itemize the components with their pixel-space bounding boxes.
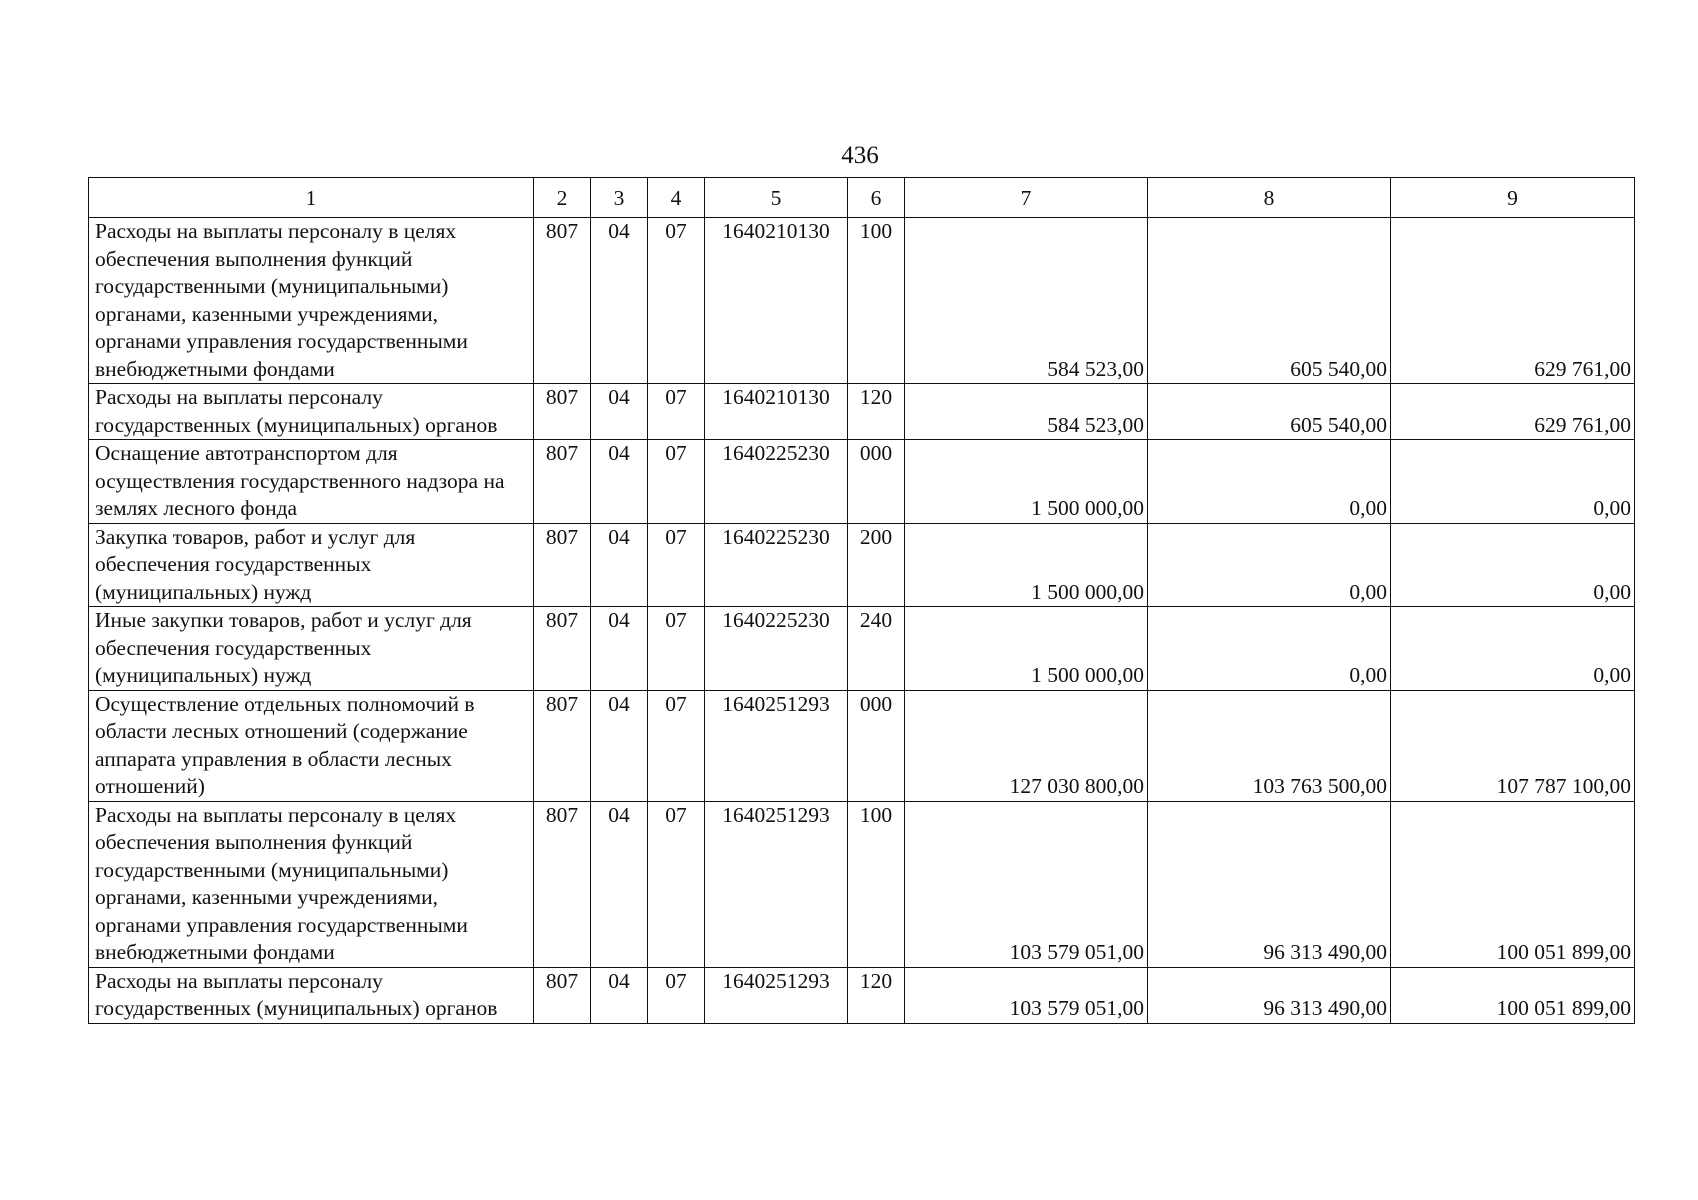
section-code-cell: 04: [591, 607, 648, 691]
column-number: 8: [1148, 178, 1391, 218]
expense-name-cell: Расходы на выплаты персоналу государственных (муниципальных) органов: [89, 967, 534, 1023]
expense-type-cell: 000: [848, 440, 905, 524]
expense-name-cell: Расходы на выплаты персоналу государственных (муниципальных) органов: [89, 384, 534, 440]
amount-col8-cell: 96 313 490,00: [1148, 801, 1391, 967]
ministry-code-cell: 807: [534, 440, 591, 524]
section-code-cell: 04: [591, 440, 648, 524]
subsection-code-cell: 07: [648, 384, 705, 440]
table-row: [89, 440, 1635, 524]
column-number-row: [89, 178, 1635, 218]
subsection-code-cell: 07: [648, 440, 705, 524]
expense-name-cell: Расходы на выплаты персоналу в целях обеспечения выполнения функций государственными (муниципальными) органами, казенными учреждениями, органами управления государственными внебюджетными фондами: [89, 218, 534, 384]
amount-col7-cell: 1 500 000,00: [905, 440, 1148, 524]
table-row: [89, 967, 1635, 1023]
amount-col7-cell: 1 500 000,00: [905, 523, 1148, 607]
target-article-cell: 1640210130: [705, 218, 848, 384]
subsection-code-cell: 07: [648, 523, 705, 607]
expense-name-cell: Оснащение автотранспортом для осуществления государственного надзора на землях лесного фонда: [89, 440, 534, 524]
column-number: 9: [1391, 178, 1635, 218]
amount-col7-cell: 103 579 051,00: [905, 967, 1148, 1023]
amount-col8-cell: 0,00: [1148, 523, 1391, 607]
amount-col9-cell: 0,00: [1391, 440, 1635, 524]
section-code-cell: 04: [591, 967, 648, 1023]
amount-col9-cell: 0,00: [1391, 607, 1635, 691]
target-article-cell: 1640251293: [705, 801, 848, 967]
expense-name-cell: Иные закупки товаров, работ и услуг для обеспечения государственных (муниципальных) нужд: [89, 607, 534, 691]
amount-col8-cell: 605 540,00: [1148, 218, 1391, 384]
column-number: 7: [905, 178, 1148, 218]
subsection-code-cell: 07: [648, 607, 705, 691]
page-number: 436: [841, 142, 879, 169]
table-row: [89, 218, 1635, 384]
section-code-cell: 04: [591, 523, 648, 607]
table-row: [89, 523, 1635, 607]
column-number: 4: [648, 178, 705, 218]
target-article-cell: 1640225230: [705, 523, 848, 607]
target-article-cell: 1640251293: [705, 690, 848, 801]
column-number: 5: [705, 178, 848, 218]
table-row: [89, 384, 1635, 440]
amount-col9-cell: 629 761,00: [1391, 384, 1635, 440]
ministry-code-cell: 807: [534, 967, 591, 1023]
amount-col8-cell: 0,00: [1148, 607, 1391, 691]
amount-col7-cell: 584 523,00: [905, 218, 1148, 384]
subsection-code-cell: 07: [648, 801, 705, 967]
subsection-code-cell: 07: [648, 218, 705, 384]
amount-col7-cell: 103 579 051,00: [905, 801, 1148, 967]
target-article-cell: 1640225230: [705, 440, 848, 524]
amount-col9-cell: 629 761,00: [1391, 218, 1635, 384]
expense-type-cell: 200: [848, 523, 905, 607]
subsection-code-cell: 07: [648, 690, 705, 801]
table-row: [89, 690, 1635, 801]
amount-col9-cell: 100 051 899,00: [1391, 801, 1635, 967]
amount-col9-cell: 100 051 899,00: [1391, 967, 1635, 1023]
amount-col7-cell: 1 500 000,00: [905, 607, 1148, 691]
amount-col8-cell: 0,00: [1148, 440, 1391, 524]
budget-table: [88, 177, 1635, 1024]
expense-type-cell: 000: [848, 690, 905, 801]
amount-col8-cell: 605 540,00: [1148, 384, 1391, 440]
column-number: 6: [848, 178, 905, 218]
ministry-code-cell: 807: [534, 690, 591, 801]
column-number: 1: [89, 178, 534, 218]
expense-name-cell: Закупка товаров, работ и услуг для обеспечения государственных (муниципальных) нужд: [89, 523, 534, 607]
expense-name-cell: Осуществление отдельных полномочий в области лесных отношений (содержание аппарата управления в области лесных отношений): [89, 690, 534, 801]
ministry-code-cell: 807: [534, 384, 591, 440]
target-article-cell: 1640251293: [705, 967, 848, 1023]
expense-type-cell: 100: [848, 801, 905, 967]
amount-col7-cell: 127 030 800,00: [905, 690, 1148, 801]
section-code-cell: 04: [591, 690, 648, 801]
target-article-cell: 1640210130: [705, 384, 848, 440]
table-row: [89, 801, 1635, 967]
section-code-cell: 04: [591, 218, 648, 384]
column-number: 2: [534, 178, 591, 218]
subsection-code-cell: 07: [648, 967, 705, 1023]
expense-type-cell: 240: [848, 607, 905, 691]
amount-col9-cell: 107 787 100,00: [1391, 690, 1635, 801]
ministry-code-cell: 807: [534, 801, 591, 967]
column-number: 3: [591, 178, 648, 218]
amount-col7-cell: 584 523,00: [905, 384, 1148, 440]
expense-type-cell: 120: [848, 967, 905, 1023]
amount-col9-cell: 0,00: [1391, 523, 1635, 607]
table-row: [89, 607, 1635, 691]
section-code-cell: 04: [591, 801, 648, 967]
section-code-cell: 04: [591, 384, 648, 440]
ministry-code-cell: 807: [534, 218, 591, 384]
ministry-code-cell: 807: [534, 607, 591, 691]
ministry-code-cell: 807: [534, 523, 591, 607]
amount-col8-cell: 103 763 500,00: [1148, 690, 1391, 801]
expense-name-cell: Расходы на выплаты персоналу в целях обеспечения выполнения функций государственными (муниципальными) органами, казенными учреждениями, органами управления государственными внебюджетными фондами: [89, 801, 534, 967]
amount-col8-cell: 96 313 490,00: [1148, 967, 1391, 1023]
expense-type-cell: 100: [848, 218, 905, 384]
expense-type-cell: 120: [848, 384, 905, 440]
target-article-cell: 1640225230: [705, 607, 848, 691]
